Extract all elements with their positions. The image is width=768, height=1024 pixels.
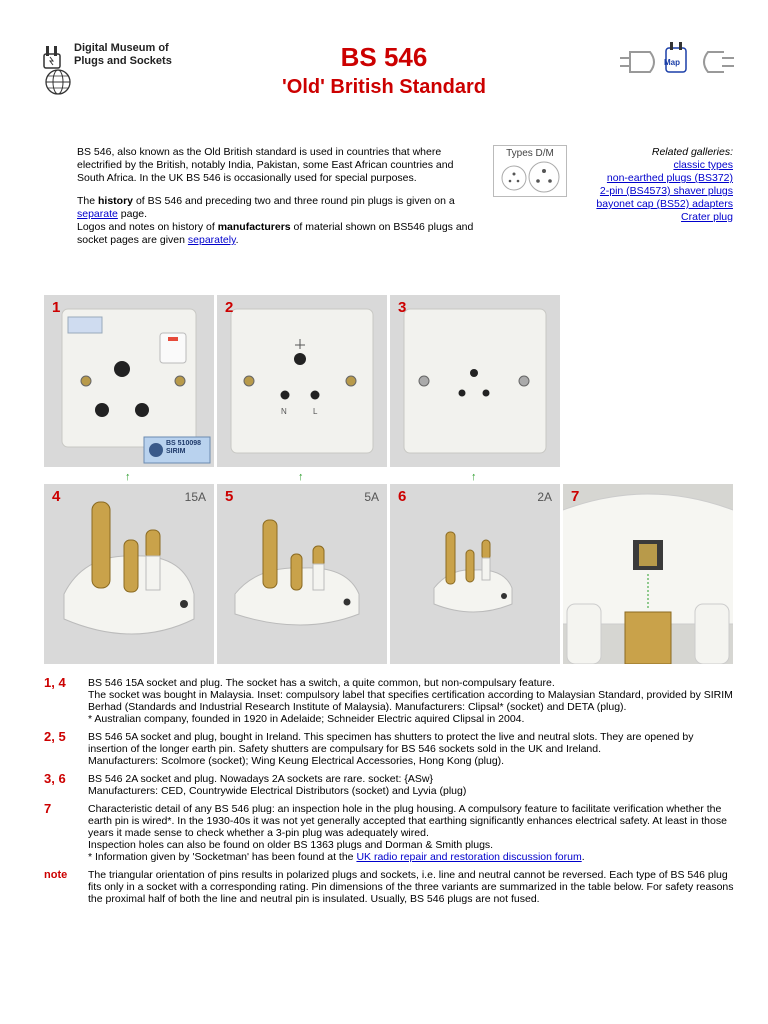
- caption-1-4: [44, 677, 734, 725]
- caption-line: The socket was bought in Malaysia. Inset: compulsory label that specifies certification according to Malaysian Standard, provided by SIRIM Berhad (Standards and Industrial Research Institute of Malaysia). Manufacturers: Clipsal* (socket) and DETA (plug).: [88, 689, 733, 713]
- intro-manufacturers-bold: manufacturers: [217, 221, 291, 233]
- caption-line: BS 546 15A socket and plug. The socket has a switch, a quite common, but non-compulsary feature.: [88, 677, 555, 689]
- caption-line: Manufacturers: CED, Countrywide Electrical Distributors (socket) and Lyvia (plug): [88, 785, 467, 797]
- plug-15a-image: [44, 484, 214, 664]
- caption-text: .: [581, 851, 585, 863]
- caption-text: * Information given by 'Socketman' has been found at the: [88, 851, 357, 863]
- caption-line: * Australian company, founded in 1920 in Adelaide; Schneider Electric aquired Clipsal in 2004.: [88, 713, 525, 725]
- logo-line-1: Digital Museum of: [74, 42, 169, 54]
- intro-paragraph-2: [77, 195, 477, 221]
- intro-paragraph-3: [77, 221, 477, 247]
- intro-p3-text-d: .: [235, 234, 239, 246]
- socket-types-icon: [494, 146, 566, 196]
- photo-number-4: 4: [52, 488, 61, 505]
- related-label: Related galleries:: [651, 146, 733, 158]
- caption-label: 3, 6: [44, 771, 66, 786]
- socket-5a-image: [217, 295, 387, 467]
- caption-line: BS 546 5A socket and plug, bought in Ireland. This specimen has shutters to protect the live and neutral slots. They are opened by insertion of the longer earth pin. Safety shutters are compulsary for BS 546 sockets sold in the UK and Ireland.: [88, 731, 694, 755]
- caption-label: 1, 4: [44, 675, 66, 690]
- plug-5a-image: [217, 484, 387, 664]
- photo-number-3: 3: [398, 299, 407, 316]
- intro-p2-text-a: The: [77, 195, 99, 207]
- caption-line: BS 546 2A socket and plug. Nowadays 2A sockets are rare. socket: {ASw}: [88, 773, 433, 785]
- caption-line: Manufacturers: Scolmore (socket); Wing Keung Electrical Accessories, Hong Kong (plug).: [88, 755, 505, 767]
- caption-2-5: [44, 731, 734, 767]
- related-link-bs52[interactable]: bayonet cap (BS52) adapters: [596, 198, 733, 210]
- sirim-inset-label: BS 510098 SIRIM: [166, 440, 202, 455]
- photo-plug-15a[interactable]: [44, 484, 214, 664]
- caption-line: [88, 851, 734, 863]
- photo-number-6: 6: [398, 488, 407, 505]
- nav-icons: [618, 40, 736, 80]
- photo-inspection-hole[interactable]: [563, 484, 733, 664]
- related-link-bs4573[interactable]: 2-pin (BS4573) shaver plugs: [599, 185, 733, 197]
- arrow-up-icon: ↑: [298, 471, 304, 483]
- related-galleries: [560, 146, 733, 224]
- intro-history-bold: history: [98, 195, 134, 207]
- rating-15a-label: 15A: [184, 490, 206, 504]
- captions: [44, 677, 734, 911]
- photo-number-7: 7: [571, 488, 580, 505]
- related-link-bs372[interactable]: non-earthed plugs (BS372): [606, 172, 733, 184]
- intro-p2-text-d: page.: [117, 208, 148, 220]
- photo-socket-15a[interactable]: [44, 295, 214, 467]
- uk-radio-forum-link[interactable]: UK radio repair and restoration discussion forum: [356, 851, 582, 863]
- socket-2a-image: [390, 295, 560, 467]
- photo-plug-5a[interactable]: [217, 484, 387, 664]
- neutral-label: N: [281, 407, 287, 416]
- caption-label: 2, 5: [44, 729, 66, 744]
- intro-paragraph-1: BS 546, also known as the Old British standard is used in countries that where electrified by the British, notably India, Pakistan, some East African countries and South Africa. In the UK BS 546 is occasionally used for special purposes.: [77, 146, 454, 184]
- map-link[interactable]: Map: [664, 58, 680, 67]
- photo-number-1: 1: [52, 299, 61, 316]
- inspection-hole-image: [563, 484, 733, 664]
- logo-line-2: Plugs and Sockets: [74, 55, 172, 67]
- types-box[interactable]: [493, 145, 567, 197]
- arrow-up-icon: ↑: [471, 471, 477, 483]
- caption-label: 7: [44, 801, 52, 816]
- history-separate-link[interactable]: separate: [77, 208, 118, 220]
- caption-3-6: [44, 773, 734, 797]
- photo-plug-2a[interactable]: [390, 484, 560, 664]
- photo-number-5: 5: [225, 488, 234, 505]
- page-title: BS 546: [340, 42, 428, 72]
- caption-line: Characteristic detail of any BS 546 plug: an inspection hole in the plug housing. A compulsory feature to facilitate verification whether the earth pin is wired*. In the 1930-40s it was not yet generally accepted that earthing significantly enhances electrical safety. At least in those years it made sense to check whether a 3-pin plug was adequately wired.: [88, 803, 727, 839]
- plug-2a-image: [390, 484, 560, 664]
- caption-label: note: [44, 869, 68, 881]
- types-label: Types D/M: [506, 148, 554, 159]
- arrow-up-icon: ↑: [125, 471, 131, 483]
- photo-socket-5a[interactable]: [217, 295, 387, 467]
- photo-socket-2a[interactable]: [390, 295, 560, 467]
- manufacturers-separately-link[interactable]: separately: [187, 234, 236, 246]
- page-subtitle: 'Old' British Standard: [282, 76, 486, 98]
- caption-note: [44, 869, 734, 905]
- related-link-crater-plug[interactable]: Crater plug: [681, 211, 733, 223]
- related-link-classic-types[interactable]: classic types: [673, 159, 733, 171]
- caption-line: The triangular orientation of pins results in polarized plugs and sockets, i.e. line and neutral cannot be reversed. Each type of BS 546 plug fits only in a socket with a corresponding rating. Pin dimensions of the three variants are summarized in the table below. For safety reasons the proximal half of both the line and neutral pin is insulated. Usually, BS 546 plugs are not fused.: [88, 869, 734, 905]
- rating-2a-label: 2A: [537, 490, 552, 504]
- rating-5a-label: 5A: [364, 490, 379, 504]
- intro-text: [77, 146, 477, 257]
- caption-7: [44, 803, 734, 863]
- photo-number-2: 2: [225, 299, 234, 316]
- intro-p3-text-a: Logos and notes on history of: [77, 221, 218, 233]
- intro-p2-text-c: of BS 546 and preceding two and three round pin plugs is given on a: [133, 195, 455, 207]
- intro-p3-text-c: of material shown on BS546 plugs and socket pages are given: [77, 221, 474, 246]
- live-label: L: [313, 407, 318, 416]
- caption-line: Inspection holes can also be found on older BS 1363 plugs and Dorman & Smith plugs.: [88, 839, 494, 851]
